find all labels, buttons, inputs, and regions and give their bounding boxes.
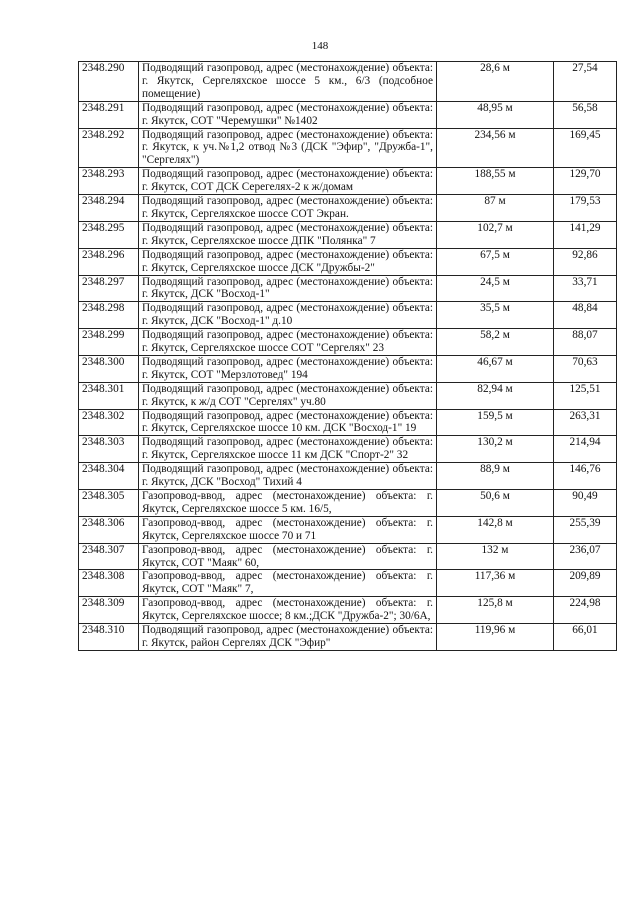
cell-value: 169,45 bbox=[554, 128, 617, 168]
cell-item-number: 2348.301 bbox=[79, 382, 139, 409]
table-row bbox=[79, 248, 617, 275]
cell-length: 142,8 м bbox=[437, 516, 554, 543]
cell-value: 33,71 bbox=[554, 275, 617, 302]
cell-value: 224,98 bbox=[554, 597, 617, 624]
cell-item-number: 2348.291 bbox=[79, 101, 139, 128]
cell-item-number: 2348.292 bbox=[79, 128, 139, 168]
cell-description: Подводящий газопровод, адрес (местонахождение) объекта: г. Якутск, Сергеляхское шоссе 10 км. ДСК "Восход-1" 19 bbox=[139, 409, 437, 436]
cell-length: 46,67 м bbox=[437, 355, 554, 382]
cell-description: Подводящий газопровод, адрес (местонахождение) объекта: г. Якутск, Сергеляхское шоссе 5 км., 6/3 (подсобное помещение) bbox=[139, 62, 437, 102]
cell-description: Подводящий газопровод, адрес (местонахождение) объекта: г. Якутск, ДСК "Восход-1" bbox=[139, 275, 437, 302]
cell-item-number: 2348.304 bbox=[79, 463, 139, 490]
cell-length: 87 м bbox=[437, 195, 554, 222]
cell-length: 48,95 м bbox=[437, 101, 554, 128]
cell-description: Газопровод-ввод, адрес (местонахождение) объекта: г. Якутск, Сергеляхское шоссе 70 и 71 bbox=[139, 516, 437, 543]
table-row bbox=[79, 409, 617, 436]
cell-description: Газопровод-ввод, адрес (местонахождение) объекта: г. Якутск, Сергеляхское шоссе 5 км. 16/5, bbox=[139, 490, 437, 517]
table-row bbox=[79, 101, 617, 128]
registry-table bbox=[78, 61, 617, 651]
cell-item-number: 2348.296 bbox=[79, 248, 139, 275]
page-number: 148 bbox=[311, 40, 329, 52]
cell-length: 35,5 м bbox=[437, 302, 554, 329]
cell-length: 119,96 м bbox=[437, 624, 554, 651]
table-row bbox=[79, 355, 617, 382]
table-row bbox=[79, 490, 617, 517]
table-row bbox=[79, 570, 617, 597]
cell-description: Подводящий газопровод, адрес (местонахождение) объекта: г. Якутск, Сергеляхское шоссе СОТ Экран. bbox=[139, 195, 437, 222]
cell-value: 146,76 bbox=[554, 463, 617, 490]
cell-description: Подводящий газопровод, адрес (местонахождение) объекта: г. Якутск, к уч.№1,2 отвод №3 (ДСК "Эфир", "Дружба-1", "Сергелях") bbox=[139, 128, 437, 168]
cell-value: 56,58 bbox=[554, 101, 617, 128]
cell-length: 82,94 м bbox=[437, 382, 554, 409]
cell-value: 90,49 bbox=[554, 490, 617, 517]
table-row bbox=[79, 516, 617, 543]
cell-value: 255,39 bbox=[554, 516, 617, 543]
table-row bbox=[79, 436, 617, 463]
cell-item-number: 2348.310 bbox=[79, 624, 139, 651]
cell-description: Газопровод-ввод, адрес (местонахождение) объекта: г. Якутск, СОТ "Маяк" 7, bbox=[139, 570, 437, 597]
cell-description: Подводящий газопровод, адрес (местонахождение) объекта: г. Якутск, Сергеляхское шоссе ДСК "Дружбы-2" bbox=[139, 248, 437, 275]
cell-length: 50,6 м bbox=[437, 490, 554, 517]
cell-description: Газопровод-ввод, адрес (местонахождение) объекта: г. Якутск, Сергеляхское шоссе; 8 км.;ДСК "Дружба-2"; 30/6А, bbox=[139, 597, 437, 624]
cell-description: Подводящий газопровод, адрес (местонахождение) объекта: г. Якутск, СОТ ДСК Серегелях-2 к ж/домам bbox=[139, 168, 437, 195]
cell-length: 102,7 м bbox=[437, 221, 554, 248]
cell-item-number: 2348.290 bbox=[79, 62, 139, 102]
table-row bbox=[79, 382, 617, 409]
table-row bbox=[79, 195, 617, 222]
cell-value: 209,89 bbox=[554, 570, 617, 597]
table-row bbox=[79, 62, 617, 102]
cell-length: 130,2 м bbox=[437, 436, 554, 463]
cell-description: Подводящий газопровод, адрес (местонахождение) объекта: г. Якутск, район Сергелях ДСК "Эфир" bbox=[139, 624, 437, 651]
cell-description: Подводящий газопровод, адрес (местонахождение) объекта: г. Якутск, Сергеляхское шоссе СОТ "Сергелях" 23 bbox=[139, 329, 437, 356]
cell-value: 70,63 bbox=[554, 355, 617, 382]
table-row bbox=[79, 168, 617, 195]
cell-value: 141,29 bbox=[554, 221, 617, 248]
cell-value: 125,51 bbox=[554, 382, 617, 409]
cell-length: 188,55 м bbox=[437, 168, 554, 195]
cell-description: Подводящий газопровод, адрес (местонахождение) объекта: г. Якутск, Сергеляхское шоссе 11 км ДСК "Спорт-2" 32 bbox=[139, 436, 437, 463]
cell-item-number: 2348.297 bbox=[79, 275, 139, 302]
table-row bbox=[79, 597, 617, 624]
table-row bbox=[79, 624, 617, 651]
cell-description: Подводящий газопровод, адрес (местонахождение) объекта: г. Якутск, СОТ "Черемушки" №1402 bbox=[139, 101, 437, 128]
cell-item-number: 2348.294 bbox=[79, 195, 139, 222]
table-row bbox=[79, 302, 617, 329]
cell-value: 66,01 bbox=[554, 624, 617, 651]
cell-item-number: 2348.308 bbox=[79, 570, 139, 597]
cell-value: 179,53 bbox=[554, 195, 617, 222]
cell-length: 88,9 м bbox=[437, 463, 554, 490]
cell-item-number: 2348.306 bbox=[79, 516, 139, 543]
registry-table-body bbox=[79, 62, 617, 651]
cell-value: 27,54 bbox=[554, 62, 617, 102]
cell-value: 92,86 bbox=[554, 248, 617, 275]
cell-item-number: 2348.299 bbox=[79, 329, 139, 356]
cell-item-number: 2348.305 bbox=[79, 490, 139, 517]
cell-length: 28,6 м bbox=[437, 62, 554, 102]
table-row bbox=[79, 275, 617, 302]
cell-length: 117,36 м bbox=[437, 570, 554, 597]
cell-length: 24,5 м bbox=[437, 275, 554, 302]
cell-item-number: 2348.309 bbox=[79, 597, 139, 624]
cell-item-number: 2348.307 bbox=[79, 543, 139, 570]
cell-item-number: 2348.295 bbox=[79, 221, 139, 248]
cell-length: 234,56 м bbox=[437, 128, 554, 168]
cell-description: Подводящий газопровод, адрес (местонахождение) объекта: г. Якутск, ДСК "Восход-1" д.10 bbox=[139, 302, 437, 329]
table-row bbox=[79, 221, 617, 248]
cell-length: 58,2 м bbox=[437, 329, 554, 356]
cell-item-number: 2348.300 bbox=[79, 355, 139, 382]
cell-value: 214,94 bbox=[554, 436, 617, 463]
table-row bbox=[79, 463, 617, 490]
cell-item-number: 2348.293 bbox=[79, 168, 139, 195]
cell-length: 67,5 м bbox=[437, 248, 554, 275]
cell-length: 132 м bbox=[437, 543, 554, 570]
cell-length: 125,8 м bbox=[437, 597, 554, 624]
cell-value: 88,07 bbox=[554, 329, 617, 356]
cell-value: 129,70 bbox=[554, 168, 617, 195]
cell-description: Подводящий газопровод, адрес (местонахождение) объекта: г. Якутск, к ж/д СОТ "Сергелях" уч.80 bbox=[139, 382, 437, 409]
table-row bbox=[79, 128, 617, 168]
cell-value: 263,31 bbox=[554, 409, 617, 436]
cell-item-number: 2348.302 bbox=[79, 409, 139, 436]
cell-item-number: 2348.303 bbox=[79, 436, 139, 463]
table-row bbox=[79, 543, 617, 570]
cell-description: Подводящий газопровод, адрес (местонахождение) объекта: г. Якутск, ДСК "Восход" Тихий 4 bbox=[139, 463, 437, 490]
cell-item-number: 2348.298 bbox=[79, 302, 139, 329]
cell-description: Газопровод-ввод, адрес (местонахождение) объекта: г. Якутск, СОТ "Маяк" 60, bbox=[139, 543, 437, 570]
cell-description: Подводящий газопровод, адрес (местонахождение) объекта: г. Якутск, СОТ "Мерзлотовед" 194 bbox=[139, 355, 437, 382]
cell-length: 159,5 м bbox=[437, 409, 554, 436]
cell-description: Подводящий газопровод, адрес (местонахождение) объекта: г. Якутск, Сергеляхское шоссе ДПК "Полянка" 7 bbox=[139, 221, 437, 248]
table-row bbox=[79, 329, 617, 356]
cell-value: 236,07 bbox=[554, 543, 617, 570]
cell-value: 48,84 bbox=[554, 302, 617, 329]
